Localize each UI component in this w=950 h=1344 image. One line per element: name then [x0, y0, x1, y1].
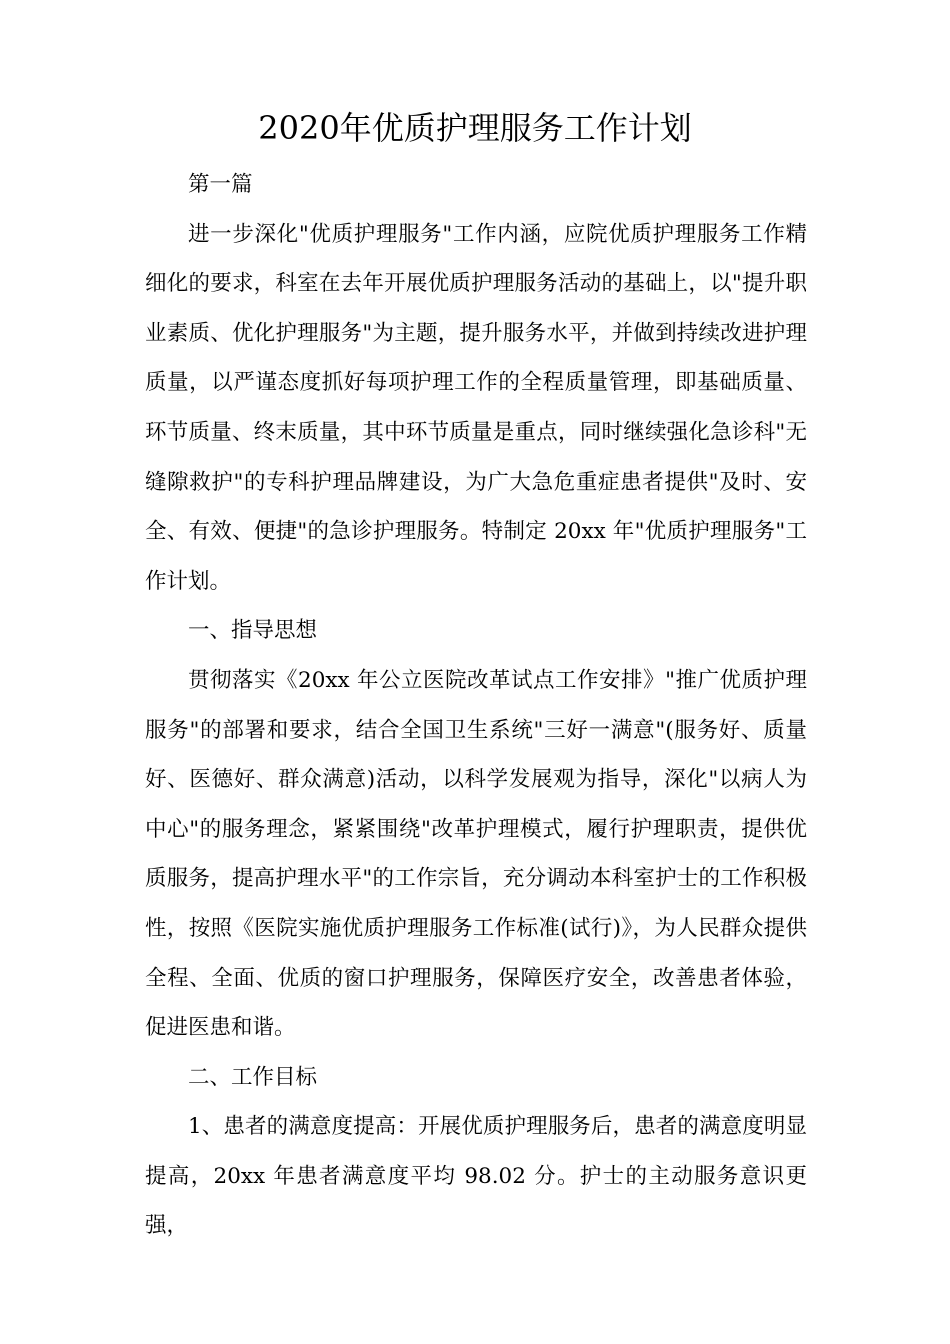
document-title: 2020年优质护理服务工作计划 [258, 109, 692, 147]
paragraph-guiding-ideology: 贯彻落实《20xx 年公立医院改革试点工作安排》"推广优质护理服务"的部署和要求，结合全国卫生系统"三好一满意"(服务好、质量好、医德好、群众满意)活动，以科学发展观为指导，深化"以病人为中心"的服务理念，紧紧围绕"改革护理模式，履行护理职责，提供优质服务，提高护理水平"的工作宗旨，充分调动本科室护士的工作积极性，按照《医院实施优质护理服务工作标准(试行)》，为人民群众提供全程、全面、优质的窗口护理服务，保障医疗安全，改善患者体验，促进医患和谐。 [145, 667, 807, 1041]
heading-guiding-ideology: 一、指导思想 [188, 618, 318, 644]
paragraph-goal-1: 1、患者的满意度提高：开展优质护理服务后，患者的满意度明显提高，20xx 年患者满意度平均 98.02 分。护士的主动服务意识更强， [145, 1114, 807, 1239]
paragraph-intro: 进一步深化"优质护理服务"工作内涵，应院优质护理服务工作精细化的要求，科室在去年开展优质护理服务活动的基础上，以"提升职业素质、优化护理服务"为主题，提升服务水平，并做到持续改进护理质量，以严谨态度抓好每项护理工作的全程质量管理，即基础质量、环节质量、终末质量，其中环节质量是重点，同时继续强化急诊科"无缝隙救护"的专科护理品牌建设，为广大急危重症患者提供"及时、安全、有效、便捷"的急诊护理服务。特制定 20xx 年"优质护理服务"工作计划。 [145, 221, 807, 594]
document-body [145, 160, 807, 1251]
heading-work-goals: 二、工作目标 [188, 1064, 318, 1090]
paragraph-section-label: 第一篇 [188, 172, 253, 197]
